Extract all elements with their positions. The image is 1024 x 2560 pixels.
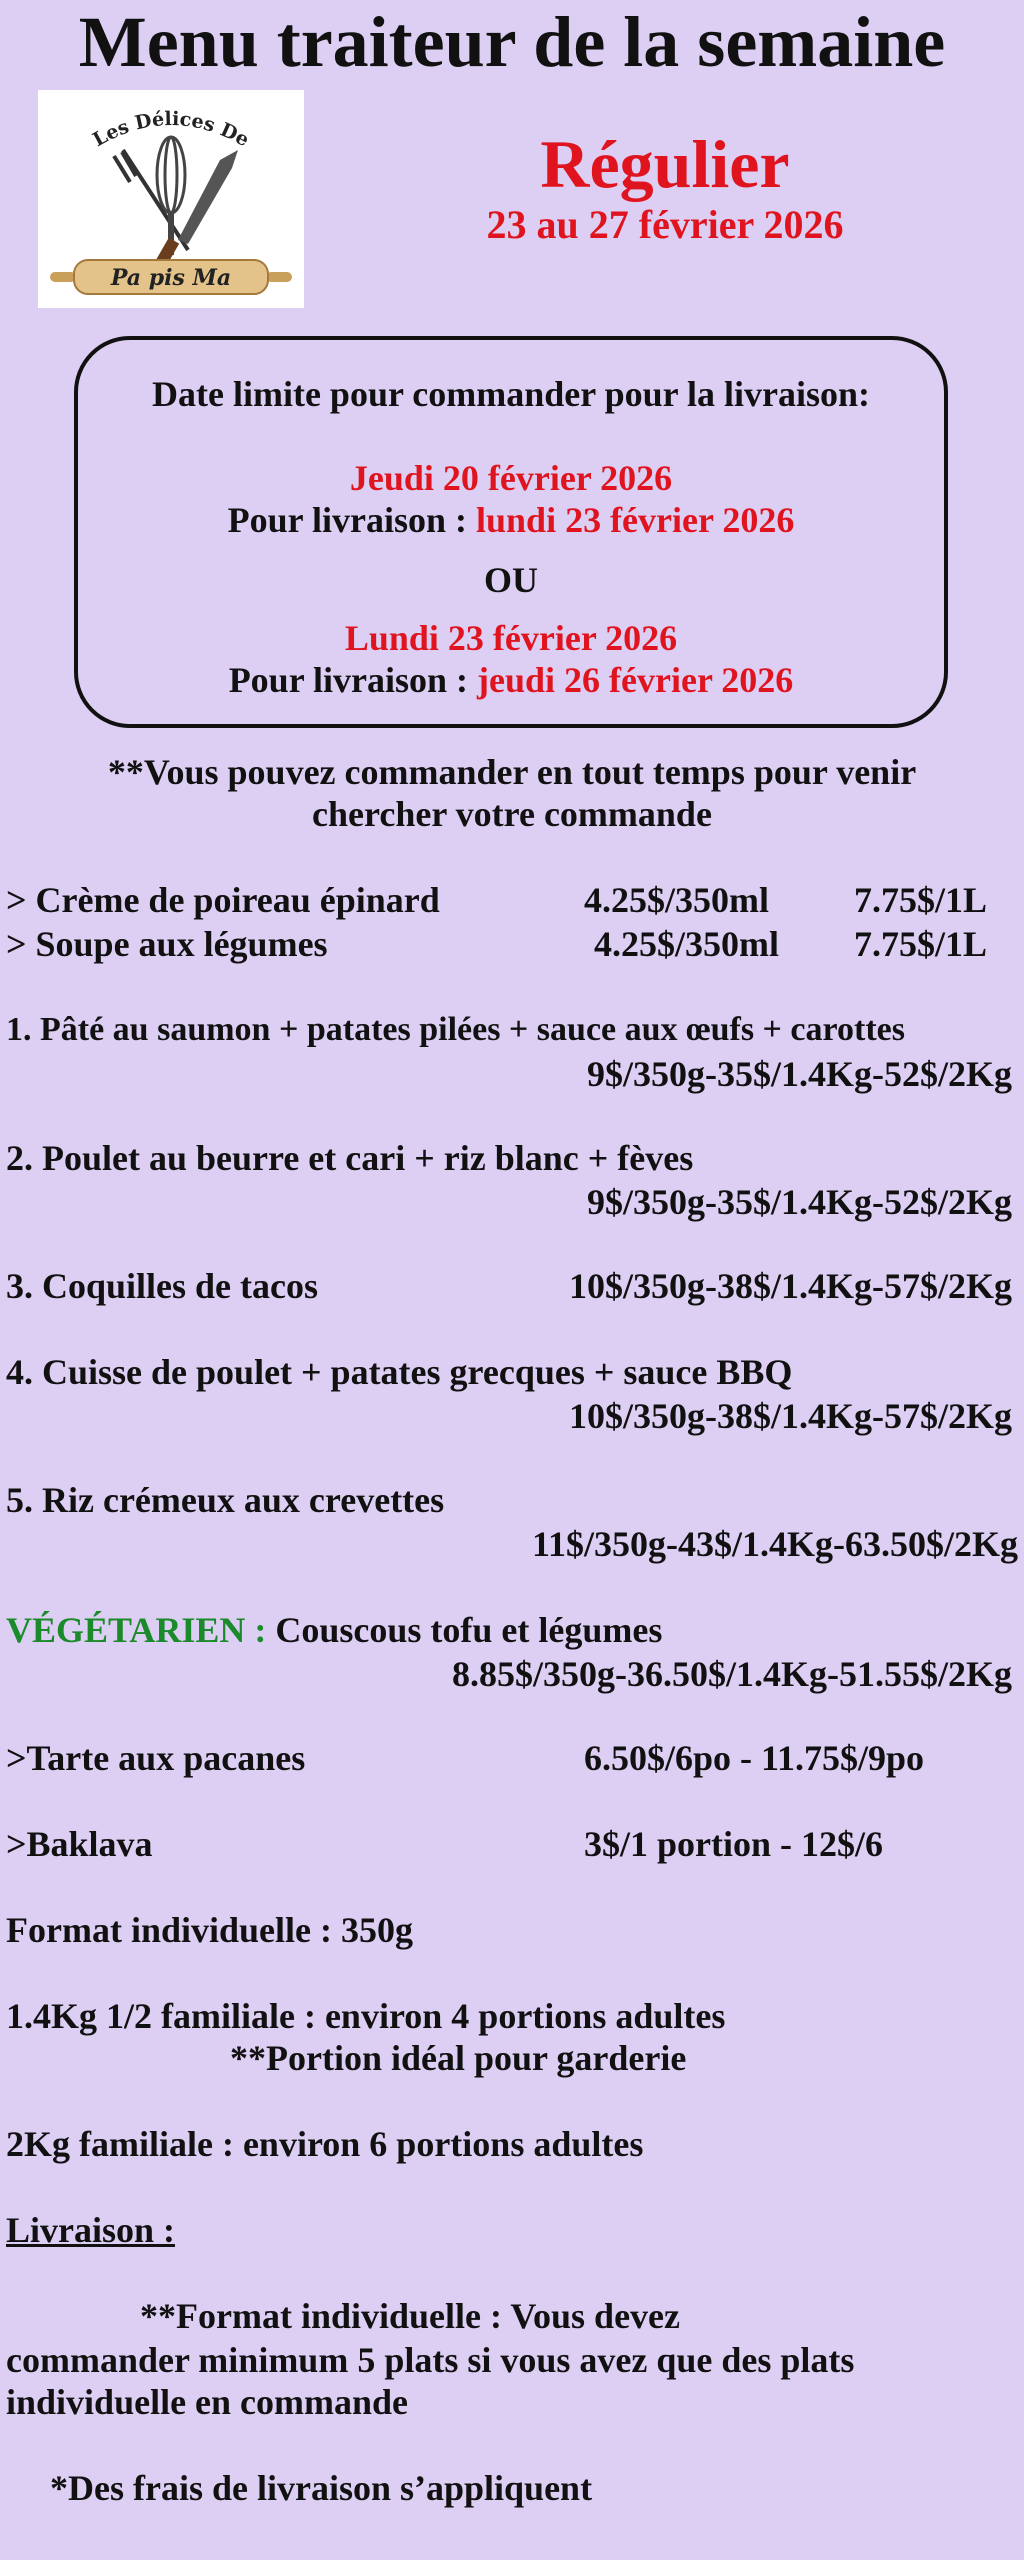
- dessert-name: >Baklava: [6, 1824, 153, 1864]
- dessert-price: 6.50$/6po - 11.75$/9po: [584, 1738, 925, 1778]
- format-individual: Format individuelle : 350g: [6, 1910, 413, 1950]
- page-title: Menu traiteur de la semaine: [78, 2, 946, 82]
- vegetarian-name: Couscous tofu et légumes: [275, 1610, 663, 1650]
- logo-image: [38, 90, 304, 308]
- delivery-prefix: Pour livraison :: [228, 660, 478, 700]
- svg-text:Les Délices De: [89, 108, 253, 151]
- delivery-line1: **Format individuelle : Vous devez: [140, 2296, 681, 2336]
- dessert-price: 3$/1 portion - 12$/6: [584, 1824, 884, 1864]
- logo-top-text: Les Délices De: [89, 107, 253, 152]
- delivery-date: jeudi 26 février 2026: [477, 660, 794, 700]
- meal-name: 4. Cuisse de poulet + patates grecques + sauce BBQ: [6, 1352, 793, 1392]
- delivery-date: lundi 23 février 2026: [476, 500, 795, 540]
- menu-type: Régulier: [540, 126, 790, 202]
- meal-name: 2. Poulet au beurre et cari + riz blanc + fèves: [6, 1138, 694, 1178]
- meal-price: 9$/350g-35$/1.4Kg-52$/2Kg: [587, 1054, 1012, 1094]
- meal-price: 11$/350g-43$/1.4Kg-63.50$/2Kg: [532, 1524, 1018, 1564]
- meal-price: 10$/350g-38$/1.4Kg-57$/2Kg: [569, 1266, 1012, 1306]
- deadline-option1-date: Jeudi 20 février 2026: [349, 458, 673, 498]
- meal-name: 5. Riz crémeux aux crevettes: [6, 1480, 445, 1520]
- dessert-name: >Tarte aux pacanes: [6, 1738, 306, 1778]
- format-family: 2Kg familiale : environ 6 portions adultes: [6, 2124, 644, 2164]
- deadline-option2-date: Lundi 23 février 2026: [344, 618, 678, 658]
- meal-name: 1. Pâté au saumon + patates pilées + sauce aux œufs + carottes: [6, 1011, 905, 1048]
- deadline-or: OU: [484, 560, 538, 600]
- delivery-fees: *Des frais de livraison s’appliquent: [50, 2468, 593, 2508]
- vegetarian-label: VÉGÉTARIEN :: [6, 1610, 276, 1650]
- soup-price-large: 7.75$/1L: [854, 924, 988, 964]
- deadline-option2-line: [74, 658, 948, 702]
- deadline-option1-line: [74, 498, 948, 542]
- format-half-note: **Portion idéal pour garderie: [230, 2038, 687, 2078]
- week-dates: 23 au 27 février 2026: [486, 202, 844, 247]
- soup-name: > Crème de poireau épinard: [6, 880, 440, 920]
- soup-name: > Soupe aux légumes: [6, 924, 328, 964]
- vegetarian-price: 8.85$/350g-36.50$/1.4Kg-51.55$/2Kg: [452, 1654, 1012, 1694]
- deadline-heading: Date limite pour commander pour la livraison:: [152, 374, 870, 414]
- delivery-prefix: Pour livraison :: [227, 500, 476, 540]
- format-half: 1.4Kg 1/2 familiale : environ 4 portions adultes: [6, 1996, 726, 2036]
- pickup-note-line2: chercher votre commande: [312, 794, 712, 834]
- meal-price: 9$/350g-35$/1.4Kg-52$/2Kg: [587, 1182, 1012, 1222]
- delivery-line2: commander minimum 5 plats si vous avez que des plats: [6, 2340, 855, 2380]
- soup-price-small: 4.25$/350ml: [594, 924, 779, 964]
- meal-name: 3. Coquilles de tacos: [6, 1266, 319, 1306]
- logo-bottom-text: Pa pis Ma: [110, 265, 232, 291]
- soup-price-large: 7.75$/1L: [854, 880, 988, 920]
- soup-price-small: 4.25$/350ml: [584, 880, 769, 920]
- delivery-line3: individuelle en commande: [6, 2382, 409, 2422]
- pickup-note-line1: **Vous pouvez commander en tout temps pour venir: [107, 752, 917, 792]
- logo: [38, 90, 304, 308]
- meal-price: 10$/350g-38$/1.4Kg-57$/2Kg: [569, 1396, 1012, 1436]
- vegetarian-item: [6, 1608, 662, 1652]
- delivery-heading: Livraison :: [6, 2210, 176, 2250]
